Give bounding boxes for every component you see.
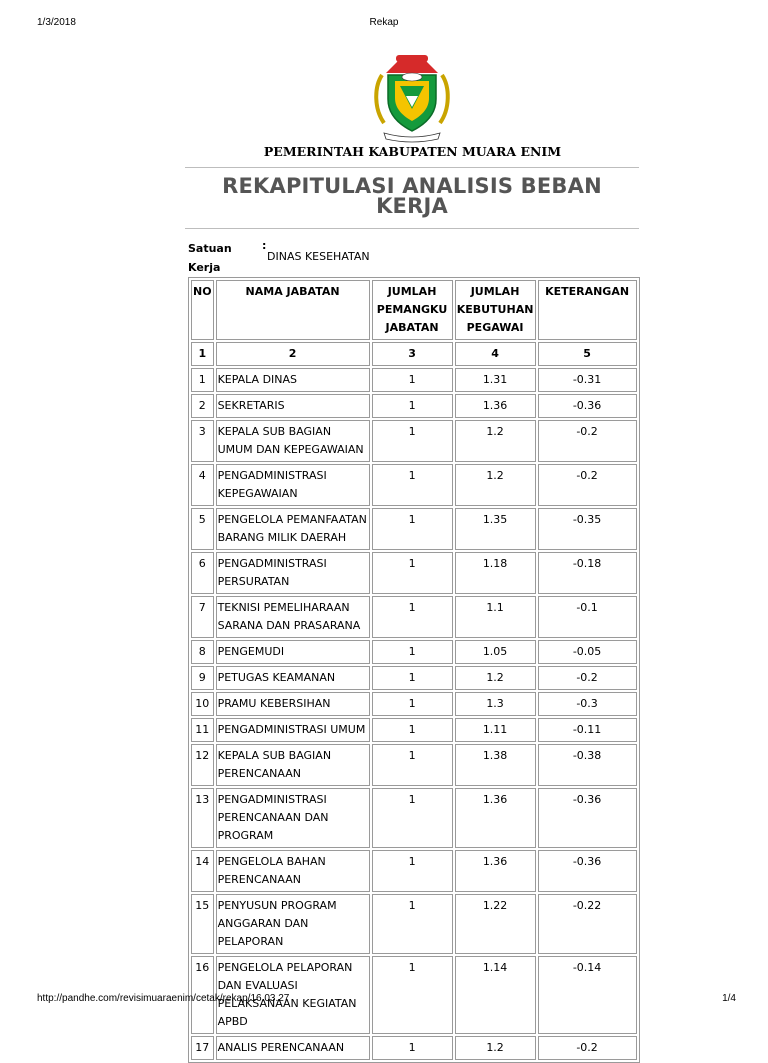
table-row [191, 1036, 637, 1060]
cell-no: 15 [191, 894, 214, 954]
cell-jumlah-kebutuhan: 1.14 [455, 956, 536, 1034]
cell-keterangan: -0.31 [538, 368, 637, 392]
cell-nama-jabatan: PENGEMUDI [216, 640, 370, 664]
cell-no: 10 [191, 692, 214, 716]
cell-jumlah-pemangku: 1 [372, 692, 453, 716]
cell-jumlah-kebutuhan: 1.38 [455, 744, 536, 786]
table-row [191, 788, 637, 848]
table-row [191, 368, 637, 392]
cell-jumlah-kebutuhan: 1.11 [455, 718, 536, 742]
cell-keterangan: -0.22 [538, 894, 637, 954]
cell-jumlah-pemangku: 1 [372, 368, 453, 392]
cell-keterangan: -0.11 [538, 718, 637, 742]
cell-nama-jabatan: PENGADMINISTRASI PERSURATAN [216, 552, 370, 594]
print-page-number: 1/4 [722, 993, 736, 1004]
cell-no: 4 [191, 464, 214, 506]
cell-no: 8 [191, 640, 214, 664]
table-row [191, 744, 637, 786]
cell-jumlah-pemangku: 1 [372, 508, 453, 550]
cell-jumlah-pemangku: 1 [372, 640, 453, 664]
cell-nama-jabatan: PRAMU KEBERSIHAN [216, 692, 370, 716]
cell-jumlah-pemangku: 1 [372, 744, 453, 786]
cell-nama-jabatan: KEPALA DINAS [216, 368, 370, 392]
table-row [191, 692, 637, 716]
document-title-line-1: REKAPITULASI ANALISIS BEBAN [222, 174, 602, 198]
cell-no: 16 [191, 956, 214, 1034]
table-row [191, 596, 637, 638]
cell-jumlah-kebutuhan: 1.35 [455, 508, 536, 550]
cell-keterangan: -0.2 [538, 1036, 637, 1060]
table-row [191, 640, 637, 664]
cell-jumlah-pemangku: 1 [372, 956, 453, 1034]
cell-no: 11 [191, 718, 214, 742]
cell-keterangan: -0.05 [538, 640, 637, 664]
cell-no: 9 [191, 666, 214, 690]
table-body [191, 368, 637, 1060]
cell-jumlah-pemangku: 1 [372, 850, 453, 892]
cell-jumlah-kebutuhan: 1.2 [455, 666, 536, 690]
cell-keterangan: -0.35 [538, 508, 637, 550]
cell-no: 1 [191, 368, 214, 392]
table-row [191, 394, 637, 418]
cell-nama-jabatan: PETUGAS KEAMANAN [216, 666, 370, 690]
cell-jumlah-pemangku: 1 [372, 420, 453, 462]
header-jumlah-kebutuhan: JUMLAH KEBUTUHAN PEGAWAI [455, 280, 536, 340]
header-no: NO [191, 280, 214, 340]
cell-nama-jabatan: PENGELOLA PEMANFAATAN BARANG MILIK DAERAH [216, 508, 370, 550]
satuan-kerja-value: DINAS KESEHATAN [267, 250, 370, 263]
table-row [191, 464, 637, 506]
document-title [185, 176, 639, 216]
cell-jumlah-kebutuhan: 1.05 [455, 640, 536, 664]
table-index-row [191, 342, 637, 366]
cell-jumlah-kebutuhan: 1.36 [455, 788, 536, 848]
cell-jumlah-pemangku: 1 [372, 464, 453, 506]
cell-nama-jabatan: PENGADMINISTRASI UMUM [216, 718, 370, 742]
cell-jumlah-kebutuhan: 1.31 [455, 368, 536, 392]
cell-keterangan: -0.2 [538, 420, 637, 462]
table-row [191, 850, 637, 892]
cell-no: 2 [191, 394, 214, 418]
organization-name: PEMERINTAH KABUPATEN MUARA ENIM [263, 144, 562, 159]
index-cell: 4 [455, 342, 536, 366]
table-row [191, 508, 637, 550]
cell-keterangan: -0.2 [538, 464, 637, 506]
cell-nama-jabatan: PENGELOLA PELAPORAN DAN EVALUASI PELAKSANAAN KEGIATAN APBD [216, 956, 370, 1034]
cell-keterangan: -0.2 [538, 666, 637, 690]
cell-nama-jabatan: PENGADMINISTRASI PERENCANAAN DAN PROGRAM [216, 788, 370, 848]
header-keterangan: KETERANGAN [538, 280, 637, 340]
cell-jumlah-pemangku: 1 [372, 1036, 453, 1060]
cell-keterangan: -0.36 [538, 788, 637, 848]
cell-nama-jabatan: PENYUSUN PROGRAM ANGGARAN DAN PELAPORAN [216, 894, 370, 954]
cell-nama-jabatan: SEKRETARIS [216, 394, 370, 418]
cell-jumlah-kebutuhan: 1.36 [455, 394, 536, 418]
cell-no: 7 [191, 596, 214, 638]
cell-no: 17 [191, 1036, 214, 1060]
print-page-title: Rekap [369, 17, 399, 28]
cell-jumlah-pemangku: 1 [372, 718, 453, 742]
cell-jumlah-pemangku: 1 [372, 394, 453, 418]
print-url: http://pandhe.com/revisimuaraenim/cetak/rekap/16.03.27 [37, 993, 290, 1004]
header-nama-jabatan: NAMA JABATAN [216, 280, 370, 340]
cell-nama-jabatan: PENGADMINISTRASI KEPEGAWAIAN [216, 464, 370, 506]
table-row [191, 420, 637, 462]
document-title-line-2: KERJA [376, 194, 448, 218]
table-row [191, 894, 637, 954]
cell-no: 14 [191, 850, 214, 892]
cell-no: 13 [191, 788, 214, 848]
rekap-table [188, 277, 640, 1063]
cell-jumlah-kebutuhan: 1.2 [455, 420, 536, 462]
header-jumlah-pemangku: JUMLAH PEMANGKU JABATAN [372, 280, 453, 340]
cell-jumlah-kebutuhan: 1.22 [455, 894, 536, 954]
index-cell: 2 [216, 342, 370, 366]
cell-jumlah-pemangku: 1 [372, 666, 453, 690]
table-row [191, 552, 637, 594]
cell-nama-jabatan: KEPALA SUB BAGIAN UMUM DAN KEPEGAWAIAN [216, 420, 370, 462]
cell-jumlah-kebutuhan: 1.1 [455, 596, 536, 638]
index-cell: 5 [538, 342, 637, 366]
cell-keterangan: -0.3 [538, 692, 637, 716]
cell-nama-jabatan: ANALIS PERENCANAAN [216, 1036, 370, 1060]
cell-keterangan: -0.14 [538, 956, 637, 1034]
cell-jumlah-kebutuhan: 1.36 [455, 850, 536, 892]
table-header-row [191, 280, 637, 340]
cell-no: 12 [191, 744, 214, 786]
cell-jumlah-pemangku: 1 [372, 894, 453, 954]
index-cell: 1 [191, 342, 214, 366]
cell-jumlah-kebutuhan: 1.2 [455, 464, 536, 506]
cell-jumlah-kebutuhan: 1.18 [455, 552, 536, 594]
cell-jumlah-kebutuhan: 1.3 [455, 692, 536, 716]
cell-no: 3 [191, 420, 214, 462]
cell-keterangan: -0.18 [538, 552, 637, 594]
satuan-kerja-label: Satuan Kerja [188, 242, 232, 274]
satuan-kerja-colon: : [262, 239, 267, 252]
cell-jumlah-kebutuhan: 1.2 [455, 1036, 536, 1060]
cell-keterangan: -0.36 [538, 394, 637, 418]
regency-emblem-logo [368, 53, 456, 143]
divider-top [185, 167, 639, 168]
cell-keterangan: -0.1 [538, 596, 637, 638]
cell-jumlah-pemangku: 1 [372, 596, 453, 638]
cell-no: 6 [191, 552, 214, 594]
cell-keterangan: -0.38 [538, 744, 637, 786]
cell-keterangan: -0.36 [538, 850, 637, 892]
cell-nama-jabatan: TEKNISI PEMELIHARAAN SARANA DAN PRASARANA [216, 596, 370, 638]
cell-no: 5 [191, 508, 214, 550]
divider-bottom [185, 228, 639, 229]
print-date: 1/3/2018 [37, 17, 76, 28]
cell-jumlah-pemangku: 1 [372, 552, 453, 594]
cell-nama-jabatan: PENGELOLA BAHAN PERENCANAAN [216, 850, 370, 892]
cell-nama-jabatan: KEPALA SUB BAGIAN PERENCANAAN [216, 744, 370, 786]
cell-jumlah-pemangku: 1 [372, 788, 453, 848]
table-row [191, 666, 637, 690]
table-row [191, 718, 637, 742]
index-cell: 3 [372, 342, 453, 366]
